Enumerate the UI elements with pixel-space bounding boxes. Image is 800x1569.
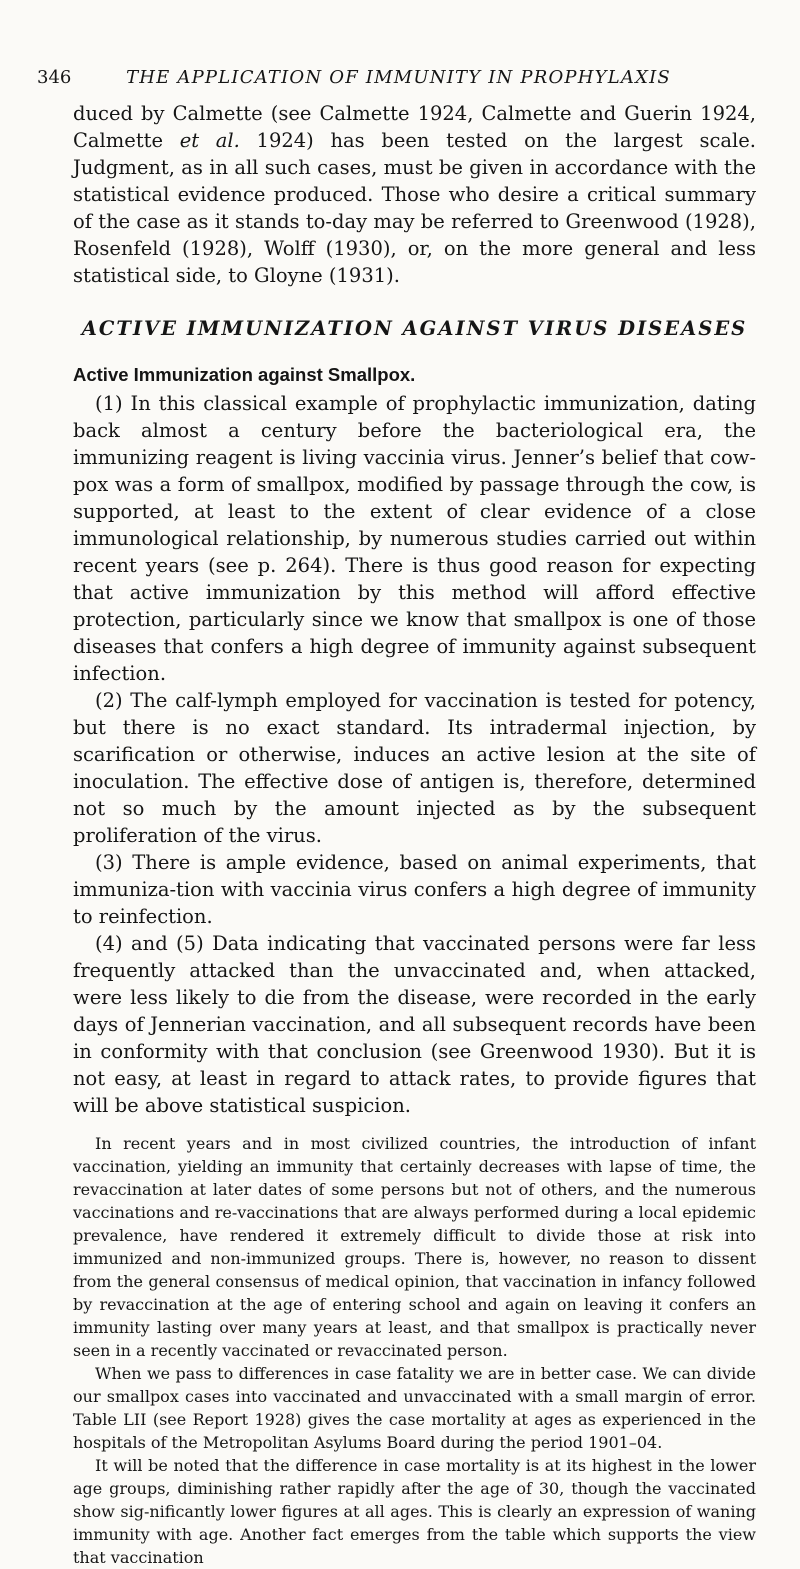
intro-et-al: et al.	[179, 129, 240, 152]
intro-text-part2: 1924) has been tested on the largest scale. Judgment, as in all such cases, must be given in accordance with the statistical evidence produced. Those who desire a critical summary of the case as it stands to-day may be referred to Greenwood (1928), Rosenfeld (1928), Wolff (1930), or, on the more general and less statistical side, to Gloyne (1931).	[73, 129, 756, 287]
paragraph-1: (1) In this classical example of prophylactic immunization, dating back almost a century before the bacteriological era, the immunizing reagent is living vaccinia virus. Jenner’s belief that cow-pox was a form of smallpox, modified by passage through the cow, is supported, at least to the extent of clear evidence of a close immunological relationship, by numerous studies carried out within recent years (see p. 264). There is thus good reason for expecting that active immunization by this method will afford effective protection, particularly since we know that smallpox is one of those diseases that confers a high degree of immunity against subsequent infection.	[73, 392, 756, 685]
page-number: 346	[37, 67, 72, 88]
intro-paragraph	[73, 100, 756, 289]
section-heading: ACTIVE IMMUNIZATION AGAINST VIRUS DISEASES	[81, 317, 748, 340]
intro-text-part1: duced by Calmette (see Calmette 1924, Calmette and Guerin 1924, Calmette	[73, 102, 756, 152]
small-paragraph-3: It will be noted that the difference in case mortality is at its highest in the lower age groups, diminishing rather rapidly after the age of 30, though the vaccinated show sig-nificantly lower figures at all ages. This is clearly an expression of waning immunity with age. Another fact emerges from the table which supports the view that vaccination	[73, 1456, 756, 1567]
paragraph-3: (3) There is ample evidence, based on animal experiments, that immuniza-tion with vaccinia virus confers a high degree of immunity to reinfection.	[73, 851, 756, 928]
running-title: THE APPLICATION OF IMMUNITY IN PROPHYLAXIS	[126, 67, 671, 88]
small-paragraph-1: In recent years and in most civilized countries, the introduction of infant vaccination, yielding an immunity that certainly decreases with lapse of time, the revaccination at later dates of some persons but not of others, and the numerous vaccinations and re-vaccinations that are always performed during a local epidemic prevalence, have rendered it extremely difficult to divide those at risk into immunized and non-immunized groups. There is, however, no reason to dissent from the general consensus of medical opinion, that vaccination in infancy followed by revaccination at the age of entering school and again on leaving it confers an immunity lasting over many years at least, and that smallpox is practically never seen in a recently vaccinated or revaccinated person.	[73, 1134, 756, 1360]
sub-heading: Active Immunization against Smallpox.	[73, 364, 416, 385]
paragraph-2: (2) The calf-lymph employed for vaccination is tested for potency, but there is no exact standard. Its intradermal injection, by scarification or otherwise, induces an active lesion at the site of inoculation. The effective dose of antigen is, therefore, determined not so much by the amount injected as by the subsequent proliferation of the virus.	[73, 689, 756, 847]
small-print-block	[73, 1132, 756, 1569]
small-paragraph-2: When we pass to differences in case fatality we are in better case. We can divide our smallpox cases into vaccinated and unvaccinated with a small margin of error. Table LII (see Report 1928) gives the case mortality at ages as experienced in the hospitals of the Metropolitan Asylums Board during the period 1901–04.	[73, 1364, 756, 1452]
paragraph-4: (4) and (5) Data indicating that vaccinated persons were far less frequently attacked than the unvaccinated and, when attacked, were less likely to die from the disease, were recorded in the early days of Jennerian vaccination, and all subsequent records have been in conformity with that conclusion (see Greenwood 1930). But it is not easy, at least in regard to attack rates, to provide figures that will be above statistical suspicion.	[73, 932, 756, 1117]
page-body	[73, 100, 756, 1569]
